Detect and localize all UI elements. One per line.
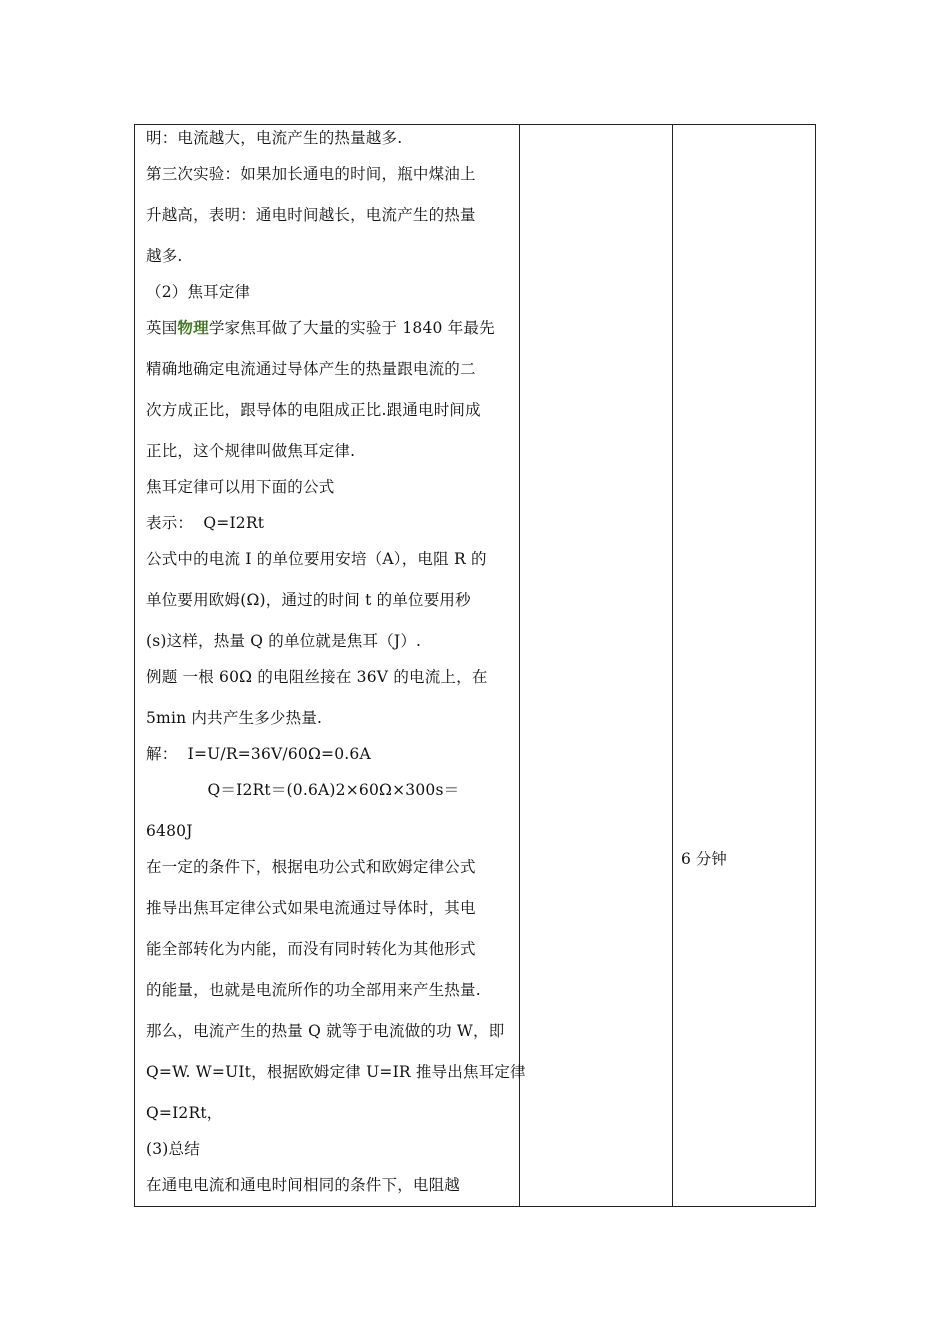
example-line: 例题 一根 60Ω 的电阻丝接在 36V 的电流上，在 (146, 668, 488, 686)
text-line (146, 318, 495, 338)
section-heading: (3)总结 (146, 1140, 200, 1158)
text-line: 明：电流越大，电流产生的热量越多. (146, 129, 403, 147)
text-line: Q=W. W=UIt，根据欧姆定律 U=IR 推导出焦耳定律 (146, 1063, 526, 1081)
section-heading: （2）焦耳定律 (146, 283, 251, 301)
text-line: (s)这样，热量 Q 的单位就是焦耳（J）. (146, 632, 422, 650)
time-allocation: 6 分钟 (681, 850, 727, 868)
text-fragment: 学家焦耳做了大量的实验于 1840 年最先 (208, 319, 495, 337)
text-line: 的能量，也就是电流所作的功全部用来产生热量. (146, 981, 481, 999)
example-line: 5min 内共产生多少热量. (146, 709, 323, 727)
highlighted-keyword: 物理 (177, 318, 209, 337)
text-line: 升越高，表明：通电时间越长，电流产生的热量 (146, 206, 476, 224)
solution-line: 解： I=U/R=36V/60Ω=0.6A (146, 745, 371, 763)
text-line: 那么，电流产生的热量 Q 就等于电流做的功 W，即 (146, 1022, 505, 1040)
text-line: 越多. (146, 247, 183, 265)
text-line: 在通电电流和通电时间相同的条件下，电阻越 (146, 1176, 461, 1194)
text-fragment: 英国 (146, 319, 178, 337)
text-line: 能全部转化为内能，而没有同时转化为其他形式 (146, 940, 476, 958)
text-line: Q=I2Rt， (146, 1104, 223, 1122)
text-line: 精确地确定电流通过导体产生的热量跟电流的二 (146, 360, 476, 378)
column-divider-2 (672, 125, 673, 1206)
text-line: 焦耳定律可以用下面的公式 (146, 478, 335, 496)
text-line: 单位要用欧姆(Ω)，通过的时间 t 的单位要用秒 (146, 591, 471, 609)
solution-line: Q＝I2Rt＝(0.6A)2×60Ω×300s＝ (146, 781, 460, 799)
formula-line: 表示： Q=I2Rt (146, 514, 265, 532)
text-line: 在一定的条件下，根据电功公式和欧姆定律公式 (146, 858, 476, 876)
text-line: 正比，这个规律叫做焦耳定律. (146, 442, 356, 460)
text-line: 推导出焦耳定律公式如果电流通过导体时，其电 (146, 899, 476, 917)
column-divider-1 (519, 125, 520, 1206)
text-line: 第三次实验：如果加长通电的时间，瓶中煤油上 (146, 165, 476, 183)
solution-line: 6480J (146, 822, 193, 840)
text-line: 次方成正比，跟导体的电阻成正比.跟通电时间成 (146, 401, 481, 419)
text-line: 公式中的电流 I 的单位要用安培（A），电阻 R 的 (146, 550, 487, 568)
